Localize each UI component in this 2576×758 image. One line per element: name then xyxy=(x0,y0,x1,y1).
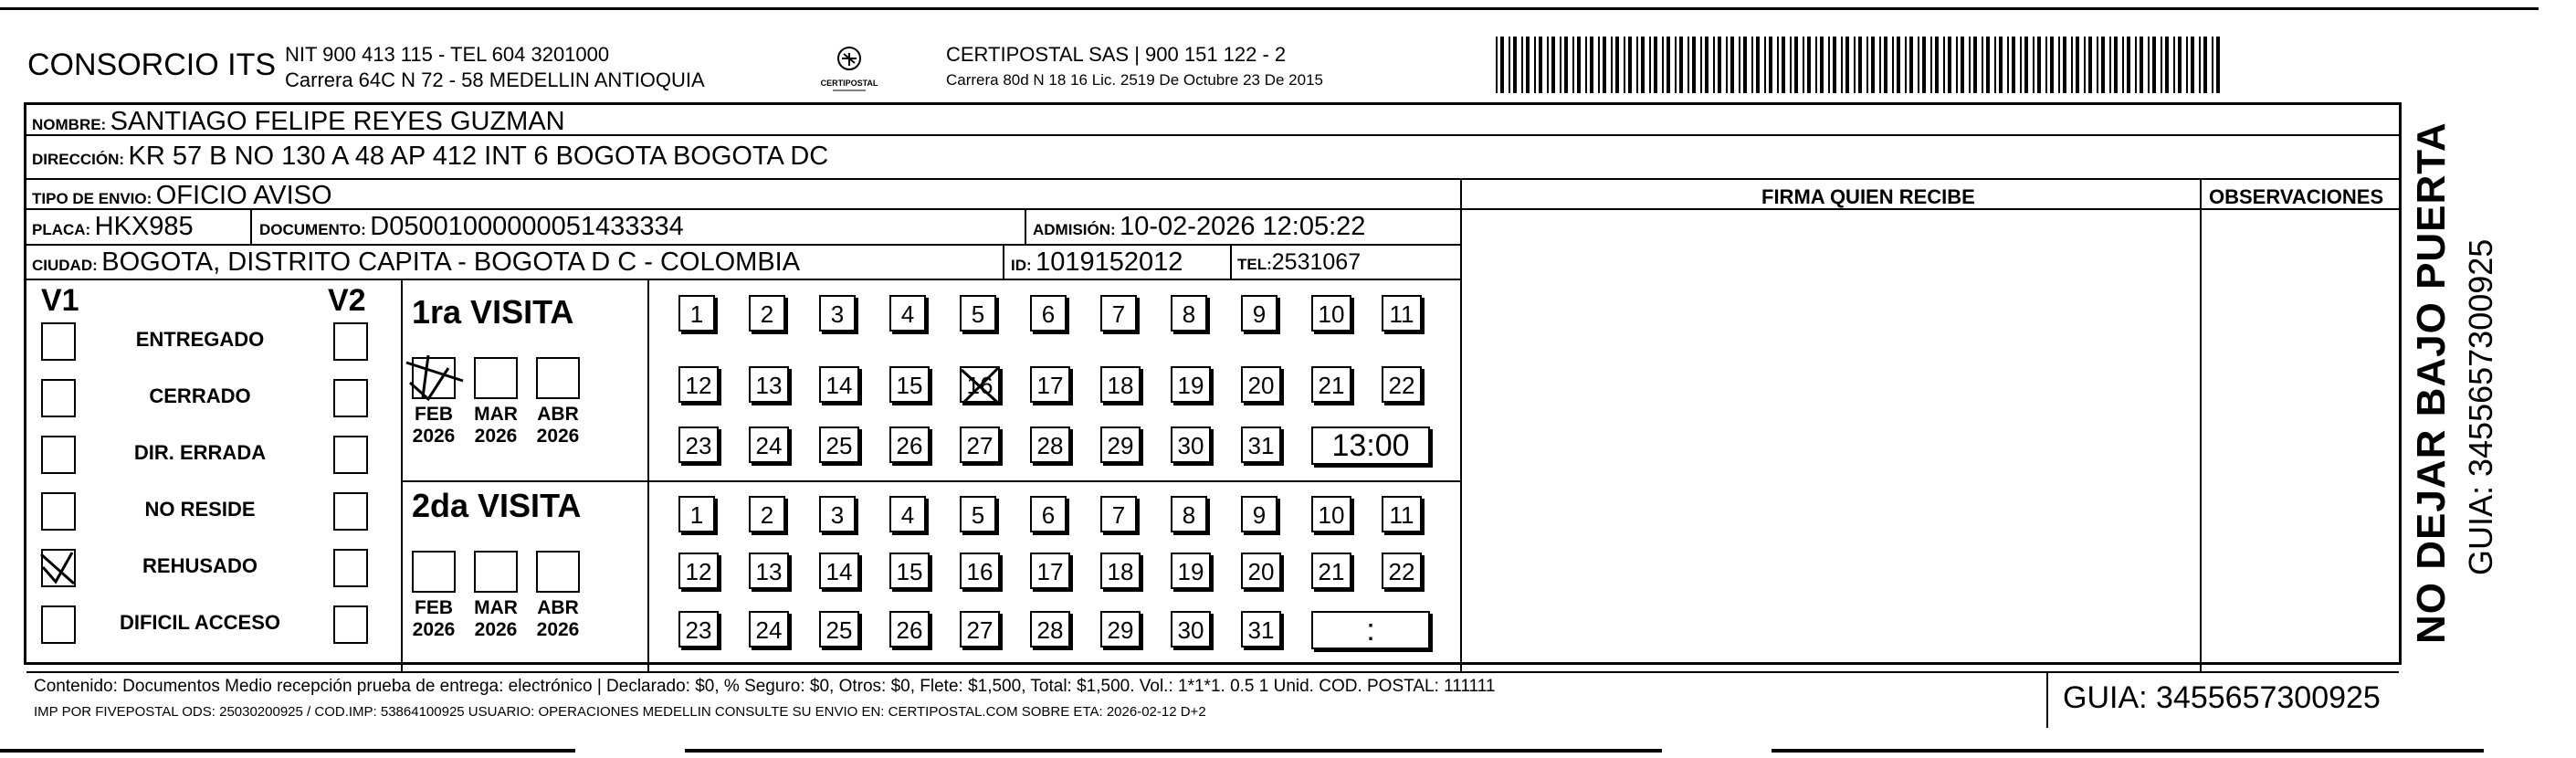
barcode-bar xyxy=(1833,37,1836,93)
time-box[interactable]: : xyxy=(1311,611,1430,649)
month-year: 2026 xyxy=(412,619,456,640)
barcode-bar xyxy=(1858,37,1862,93)
status-label: ENTREGADO xyxy=(135,328,265,351)
barcode-bar xyxy=(1743,37,1747,93)
month-checkbox[interactable] xyxy=(474,551,518,593)
day-box[interactable]: 18 xyxy=(1100,553,1141,589)
id-value: 1019152012 xyxy=(1036,247,1183,277)
footer-divider xyxy=(26,671,2399,673)
day-box[interactable]: 2 xyxy=(749,496,785,532)
barcode-bar xyxy=(1636,37,1638,93)
barcode-bar xyxy=(2140,37,2143,93)
barcode-bar xyxy=(2076,37,2079,93)
type-label: TIPO DE ENVIO: xyxy=(32,190,152,207)
day-box[interactable]: 31 xyxy=(1241,611,1281,647)
status-label: DIFICIL ACCESO xyxy=(119,611,280,634)
certipostal-line: CERTIPOSTAL SAS | 900 151 122 - 2 xyxy=(946,43,1287,66)
plate-divider xyxy=(250,208,252,244)
day-box[interactable]: 22 xyxy=(1382,366,1422,403)
barcode-bar xyxy=(1590,37,1593,93)
day-box[interactable]: 13 xyxy=(749,553,789,589)
barcode-bar xyxy=(1897,37,1900,93)
month-label: ABR xyxy=(537,597,579,618)
barcode-bar xyxy=(1585,37,1587,93)
month-checkbox[interactable] xyxy=(412,357,456,399)
day-box[interactable]: 4 xyxy=(889,295,926,332)
barcode-bar xyxy=(1807,37,1811,93)
barcode-bar xyxy=(1845,37,1849,93)
barcode-bar xyxy=(1782,37,1785,93)
status-label: NO RESIDE xyxy=(144,498,256,521)
barcode-bar xyxy=(2045,37,2047,93)
barcode-bar xyxy=(1999,37,2003,93)
barcode-bar xyxy=(1905,37,1907,93)
day-box[interactable]: 18 xyxy=(1100,366,1141,403)
visit-divider xyxy=(401,480,1460,482)
barcode-bar xyxy=(2199,37,2201,93)
month-label: FEB xyxy=(415,404,453,425)
day-box[interactable]: 27 xyxy=(960,611,1000,647)
day-box[interactable]: 6 xyxy=(1030,295,1067,332)
day-box[interactable]: 12 xyxy=(678,553,719,589)
v2-checkbox[interactable] xyxy=(333,492,368,531)
v1-header: V1 xyxy=(41,283,79,318)
barcode-bar xyxy=(1764,37,1766,93)
barcode-bar xyxy=(2161,37,2162,93)
plate-label: PLACA: xyxy=(32,221,91,238)
barcode-bar xyxy=(1547,37,1549,93)
barcode-bar xyxy=(1973,37,1977,93)
tel-divider xyxy=(1230,244,1232,279)
barcode-bar xyxy=(2186,37,2188,93)
barcode-bar xyxy=(1692,37,1696,93)
barcode-bar xyxy=(2101,37,2105,93)
barcode-bar xyxy=(2114,37,2118,93)
day-box[interactable]: 14 xyxy=(819,366,859,403)
barcode-bar xyxy=(1603,37,1606,93)
barcode-bar xyxy=(1943,37,1945,93)
month-year: 2026 xyxy=(412,426,456,447)
month-label: FEB xyxy=(415,597,453,618)
day-box[interactable]: 19 xyxy=(1171,553,1211,589)
visit1-title: 1ra VISITA xyxy=(412,293,574,331)
barcode-bar xyxy=(2024,37,2028,93)
address-label: DIRECCIÓN: xyxy=(32,151,125,168)
barcode-bar xyxy=(1982,37,1983,93)
day-box[interactable]: 24 xyxy=(749,611,789,647)
company-name: CONSORCIO ITS xyxy=(27,47,277,82)
v2-checkbox[interactable] xyxy=(333,379,368,417)
barcode-bar xyxy=(1675,37,1677,93)
month-year: 2026 xyxy=(474,426,518,447)
barcode-bar xyxy=(1935,37,1939,93)
barcode-bar xyxy=(1577,37,1581,93)
side-guia: GUIA: 3455657300925 xyxy=(2462,238,2499,575)
barcode-bar xyxy=(2033,37,2035,93)
day-box[interactable]: 30 xyxy=(1171,611,1211,647)
document-value: D05001000000051433334 xyxy=(370,212,684,241)
v1-checkbox[interactable] xyxy=(41,379,76,417)
day-box[interactable]: 17 xyxy=(1030,366,1070,403)
barcode-bar xyxy=(1534,37,1536,93)
observations-header: OBSERVACIONES xyxy=(2209,185,2384,208)
barcode-bar xyxy=(1961,37,1964,93)
v1-checkbox[interactable] xyxy=(41,605,76,644)
bottom-rule xyxy=(1772,749,2484,753)
barcode-bar xyxy=(2109,37,2111,93)
barcode-bar xyxy=(1948,37,1951,93)
barcode-bar xyxy=(2063,37,2066,93)
day-box[interactable]: 21 xyxy=(1311,553,1351,589)
recipient-name: SANTIAGO FELIPE REYES GUZMAN xyxy=(110,107,565,136)
day-box[interactable]: 23 xyxy=(678,611,719,647)
barcode-bar xyxy=(1879,37,1881,93)
day-box[interactable]: 31 xyxy=(1241,426,1281,463)
barcode-bar xyxy=(2212,37,2213,93)
visit2-title: 2da VISITA xyxy=(412,487,582,524)
barcode-bar xyxy=(1726,37,1728,93)
day-box[interactable]: 4 xyxy=(889,496,926,532)
plate-value: HKX985 xyxy=(94,212,194,241)
row-divider xyxy=(26,208,2399,210)
month-label: MAR xyxy=(474,597,518,618)
row-divider xyxy=(26,279,1460,280)
barcode-bar xyxy=(1667,37,1670,93)
day-box[interactable]: 3 xyxy=(819,496,856,532)
license-line: Carrera 80d N 18 16 Lic. 2519 De Octubre 23 De 2015 xyxy=(946,71,1323,89)
barcode-bar xyxy=(1994,37,1996,93)
day-box[interactable]: 21 xyxy=(1311,366,1351,403)
barcode-bar xyxy=(1828,37,1830,93)
status-label: DIR. ERRADA xyxy=(133,441,267,464)
day-box[interactable]: 25 xyxy=(819,426,859,463)
barcode-bar xyxy=(2097,37,2098,93)
barcode-bar xyxy=(1871,37,1875,93)
barcode-bar xyxy=(1500,37,1504,93)
tel-value: 2531067 xyxy=(1271,249,1362,275)
barcode-bar xyxy=(1662,37,1664,93)
barcode-bar xyxy=(1641,37,1645,93)
barcode-bar xyxy=(1539,37,1542,93)
day-box[interactable]: 9 xyxy=(1241,496,1277,532)
company-info xyxy=(285,42,705,93)
v2-checkbox[interactable] xyxy=(333,436,368,474)
barcode-bar xyxy=(1572,37,1574,93)
barcode-bar xyxy=(1730,37,1734,93)
cross-mark-icon xyxy=(958,364,1005,417)
barcode-bar xyxy=(1986,37,1990,93)
day-box[interactable]: 23 xyxy=(678,426,719,463)
barcode-bar xyxy=(1956,37,1958,93)
time-box[interactable]: 13:00 xyxy=(1311,426,1430,465)
guia-separator xyxy=(2046,673,2048,728)
signature-header: FIRMA QUIEN RECIBE xyxy=(1761,185,1975,208)
barcode-bar xyxy=(2007,37,2009,93)
day-box[interactable]: 8 xyxy=(1171,496,1207,532)
id-label: ID: xyxy=(1011,257,1032,274)
day-box[interactable]: 30 xyxy=(1171,426,1211,463)
v1-checkbox[interactable] xyxy=(41,492,76,531)
row-divider xyxy=(26,178,2399,180)
status-divider xyxy=(401,279,403,671)
day-box[interactable]: 1 xyxy=(678,295,715,332)
day-box[interactable]: 22 xyxy=(1382,553,1422,589)
nit-line: NIT 900 413 115 - TEL 604 3201000 xyxy=(285,43,610,66)
day-box[interactable]: 28 xyxy=(1030,426,1070,463)
barcode-bar xyxy=(2178,37,2182,93)
month-label: ABR xyxy=(537,404,579,425)
day-box[interactable]: 1 xyxy=(678,496,715,532)
barcode-bar xyxy=(1790,37,1792,93)
barcode-bar xyxy=(1598,37,1600,93)
day-box[interactable]: 29 xyxy=(1100,426,1141,463)
barcode-bar xyxy=(1496,37,1498,93)
barcode-bar xyxy=(1922,37,1926,93)
barcode-bar xyxy=(1649,37,1651,93)
day-box[interactable]: 10 xyxy=(1311,295,1351,332)
shipment-type: OFICIO AVISO xyxy=(155,181,332,210)
day-box[interactable]: 5 xyxy=(960,295,996,332)
barcode-bar xyxy=(1526,37,1530,93)
barcode-bar xyxy=(1892,37,1894,93)
status-label: REHUSADO xyxy=(142,554,258,577)
month-label: MAR xyxy=(474,404,518,425)
barcode-bar xyxy=(1794,37,1798,93)
v1-checkbox[interactable] xyxy=(41,549,76,587)
barcode-bar xyxy=(2071,37,2073,93)
status-label: CERRADO xyxy=(149,384,251,407)
barcode-bar xyxy=(1564,37,1568,93)
barcode-bar xyxy=(1705,37,1709,93)
day-box[interactable]: 25 xyxy=(819,611,859,647)
barcode-bar xyxy=(2084,37,2086,93)
check-mark-icon xyxy=(401,350,465,405)
day-box[interactable]: 29 xyxy=(1100,611,1141,647)
day-box[interactable]: 10 xyxy=(1311,496,1351,532)
barcode-bar xyxy=(1560,37,1561,93)
day-box[interactable]: 15 xyxy=(889,553,930,589)
barcode-bar xyxy=(2135,37,2137,93)
barcode-bar xyxy=(2165,37,2169,93)
day-box[interactable]: 13 xyxy=(749,366,789,403)
v2-header: V2 xyxy=(328,283,366,318)
barcode xyxy=(1496,37,2224,93)
barcode-bar xyxy=(2122,37,2124,93)
barcode-bar xyxy=(1654,37,1657,93)
barcode-bar xyxy=(2203,37,2207,93)
barcode-bar xyxy=(1777,37,1779,93)
barcode-bar xyxy=(1769,37,1772,93)
v1-checkbox[interactable] xyxy=(41,436,76,474)
row-divider xyxy=(26,244,1460,246)
signature-divider xyxy=(1460,178,1462,671)
day-box[interactable]: 3 xyxy=(819,295,856,332)
barcode-bar xyxy=(1909,37,1913,93)
barcode-bar xyxy=(1611,37,1613,93)
barcode-bar xyxy=(1615,37,1619,93)
day-box[interactable]: 20 xyxy=(1241,553,1281,589)
barcode-bar xyxy=(2020,37,2022,93)
day-box[interactable]: 16 xyxy=(960,366,1000,403)
barcode-bar xyxy=(1841,37,1843,93)
barcode-bar xyxy=(1930,37,1932,93)
name-label: NOMBRE: xyxy=(32,116,107,133)
day-box[interactable]: 28 xyxy=(1030,611,1070,647)
barcode-bar xyxy=(1713,37,1715,93)
month-checkbox[interactable] xyxy=(412,551,456,593)
month-year: 2026 xyxy=(536,619,580,640)
day-box[interactable]: 14 xyxy=(819,553,859,589)
barcode-bar xyxy=(1509,37,1510,93)
barcode-bar xyxy=(1688,37,1689,93)
check-mark-icon xyxy=(39,547,78,589)
day-box[interactable]: 15 xyxy=(889,366,930,403)
barcode-bar xyxy=(1803,37,1804,93)
v2-checkbox[interactable] xyxy=(333,322,368,361)
barcode-bar xyxy=(1969,37,1971,93)
barcode-bar xyxy=(2152,37,2156,93)
bottom-rule xyxy=(685,749,1662,753)
barcode-bar xyxy=(1884,37,1887,93)
barcode-bar xyxy=(2037,37,2041,93)
certipostal-info xyxy=(946,42,1323,93)
barcode-bar xyxy=(1854,37,1856,93)
barcode-bar xyxy=(1751,37,1753,93)
warning-text: NO DEJAR BAJO PUERTA xyxy=(2409,121,2454,644)
day-box[interactable]: 20 xyxy=(1241,366,1281,403)
admission-divider xyxy=(1025,208,1026,244)
day-box[interactable]: 2 xyxy=(749,295,785,332)
barcode-bar xyxy=(2216,37,2220,93)
barcode-bar xyxy=(1756,37,1760,93)
month-year: 2026 xyxy=(536,426,580,447)
month-checkbox[interactable] xyxy=(474,357,518,399)
day-box[interactable]: 19 xyxy=(1171,366,1211,403)
barcode-bar xyxy=(1513,37,1517,93)
day-box[interactable]: 26 xyxy=(889,611,930,647)
day-box[interactable]: 5 xyxy=(960,496,996,532)
barcode-bar xyxy=(1551,37,1555,93)
footer-guia: GUIA: 3455657300925 xyxy=(2063,680,2381,715)
delivery-form xyxy=(24,102,2402,720)
contents-line: Contenido: Documentos Medio recepción prueba de entrega: electrónico | Declarado: $0, % Seguro: $0, Otros: $0, Flete: $1,500, Total: $1,500. Vol.: 1*1*1. 0.5 1 Unid. COD. POSTAL: 111111 xyxy=(34,677,1496,696)
month-year: 2026 xyxy=(474,619,518,640)
v1-checkbox[interactable] xyxy=(41,322,76,361)
bottom-rule xyxy=(0,749,575,753)
day-box[interactable]: 6 xyxy=(1030,496,1067,532)
imp-line: IMP POR FIVEPOSTAL ODS: 25030200925 / COD.IMP: 53864100925 USUARIO: OPERACIONES MEDELLIN CONSULTE SU ENVIO EN: CERTIPOSTAL.COM SOBRE ETA: 2026-02-12 D+2 xyxy=(34,704,1206,720)
barcode-bar xyxy=(2173,37,2175,93)
v2-checkbox[interactable] xyxy=(333,605,368,644)
barcode-bar xyxy=(2012,37,2015,93)
day-box[interactable]: 7 xyxy=(1100,496,1137,532)
day-box[interactable]: 17 xyxy=(1030,553,1070,589)
month-checkbox[interactable] xyxy=(536,551,580,593)
visit-month-divider xyxy=(647,279,649,671)
day-box[interactable]: 24 xyxy=(749,426,789,463)
day-box[interactable]: 26 xyxy=(889,426,930,463)
svg-text:CERTIPOSTAL: CERTIPOSTAL xyxy=(820,79,878,88)
barcode-bar xyxy=(1624,37,1625,93)
id-divider xyxy=(1003,244,1004,279)
admission-label: ADMISIÓN: xyxy=(1033,221,1116,238)
day-box[interactable]: 9 xyxy=(1241,295,1277,332)
barcode-bar xyxy=(2191,37,2194,93)
document-label: DOCUMENTO: xyxy=(259,221,366,238)
day-box[interactable]: 16 xyxy=(960,553,1000,589)
city-value: BOGOTA, DISTRITO CAPITA - BOGOTA D C - COLOMBIA xyxy=(101,247,801,277)
barcode-bar xyxy=(1820,37,1824,93)
day-box[interactable]: 11 xyxy=(1382,295,1422,332)
city-label: CIUDAD: xyxy=(32,257,98,274)
barcode-bar xyxy=(1718,37,1721,93)
barcode-bar xyxy=(2088,37,2092,93)
day-box[interactable]: 7 xyxy=(1100,295,1137,332)
admission-value: 10-02-2026 12:05:22 xyxy=(1120,212,1366,241)
barcode-bar xyxy=(1700,37,1702,93)
barcode-bar xyxy=(1815,37,1817,93)
barcode-bar xyxy=(1866,37,1868,93)
barcode-bar xyxy=(1521,37,1523,93)
day-box[interactable]: 27 xyxy=(960,426,1000,463)
barcode-bar xyxy=(2058,37,2060,93)
barcode-bar xyxy=(2148,37,2150,93)
month-checkbox[interactable] xyxy=(536,357,580,399)
observations-divider xyxy=(2200,178,2202,671)
barcode-bar xyxy=(2050,37,2054,93)
barcode-bar xyxy=(1739,37,1740,93)
top-rule xyxy=(0,7,2539,10)
barcode-bar xyxy=(1628,37,1632,93)
day-box[interactable]: 12 xyxy=(678,366,719,403)
day-box[interactable]: 11 xyxy=(1382,496,1422,532)
certipostal-logo xyxy=(820,40,878,95)
recipient-address: KR 57 B NO 130 A 48 AP 412 INT 6 BOGOTA BOGOTA DC xyxy=(128,142,829,171)
barcode-bar xyxy=(1679,37,1683,93)
barcode-bar xyxy=(1918,37,1919,93)
v2-checkbox[interactable] xyxy=(333,549,368,587)
barcode-bar xyxy=(2127,37,2130,93)
address-line: Carrera 64C N 72 - 58 MEDELLIN ANTIOQUIA xyxy=(285,68,705,91)
tel-label: TEL: xyxy=(1237,256,1272,273)
day-box[interactable]: 8 xyxy=(1171,295,1207,332)
